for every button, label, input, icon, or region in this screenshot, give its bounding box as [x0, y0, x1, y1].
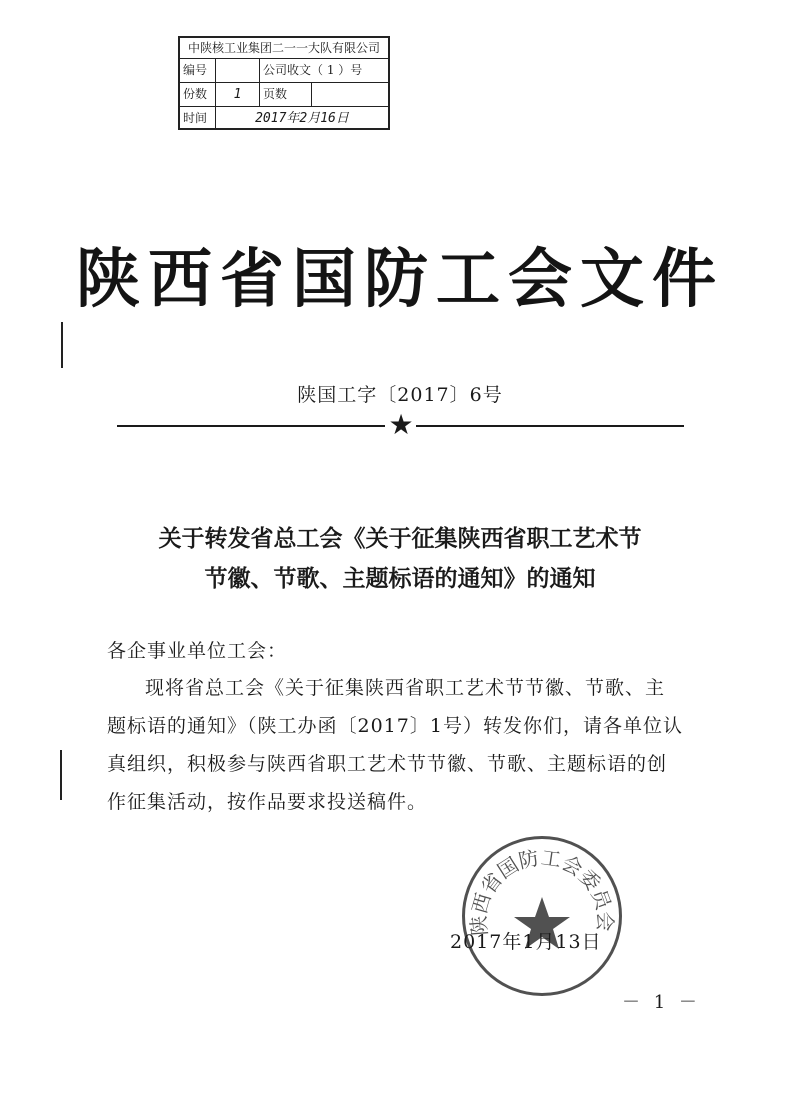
receipt-row-number — [180, 59, 388, 83]
header-rule-left — [117, 425, 385, 427]
receipt-company: 中陕核工业集团二一一大队有限公司 — [180, 38, 388, 59]
subject-line-2: 节徽、节歌、主题标语的通知》的通知 — [204, 565, 596, 592]
receipt-value-time: 2017年2月16日 — [255, 111, 349, 126]
receipt-label-number: 编号 — [180, 59, 216, 82]
margin-mark — [61, 322, 63, 368]
header-rule-right — [416, 425, 684, 427]
receipt-stamp — [178, 36, 390, 130]
seal-graphic — [465, 839, 619, 993]
receipt-label-time: 时间 — [180, 107, 216, 130]
salutation: 各企事业单位工会： — [107, 640, 288, 662]
margin-mark — [60, 750, 62, 800]
receipt-value-number — [216, 59, 260, 82]
receipt-label-pages: 页数 — [260, 83, 312, 106]
subject-line-1: 关于转发省总工会《关于征集陕西省职工艺术节 — [158, 525, 642, 552]
page-number: － 1 － — [622, 992, 701, 1013]
official-seal — [462, 836, 622, 996]
document-number: 陕国工字〔2017〕6号 — [297, 384, 503, 406]
body-paragraph-line: 作征集活动，按作品要求投送稿件。 — [107, 791, 428, 813]
issue-date: 2017年1月13日 — [450, 931, 602, 953]
body-paragraph-line: 真组织，积极参与陕西省职工艺术节节徽、节歌、主题标语的创 — [107, 753, 668, 775]
receipt-row-time — [180, 107, 388, 130]
body-paragraph-line: 题标语的通知》（陕工办函〔2017〕1号）转发你们，请各单位认 — [107, 715, 683, 737]
document-title: 陕西省国防工会文件 — [76, 242, 724, 317]
seal-text: 陕西省国防工会委员会 — [466, 845, 618, 937]
receipt-value-pages — [312, 83, 388, 106]
receipt-row-copies — [180, 83, 388, 107]
body-paragraph-line: 现将省总工会《关于征集陕西省职工艺术节节徽、节歌、主 — [145, 677, 666, 699]
receipt-label-copies: 份数 — [180, 83, 216, 106]
receipt-value-copies: 1 — [216, 83, 260, 106]
receipt-incoming-number: 公司收文（ 1 ）号 — [263, 63, 363, 77]
star-icon: ★ — [388, 408, 414, 441]
